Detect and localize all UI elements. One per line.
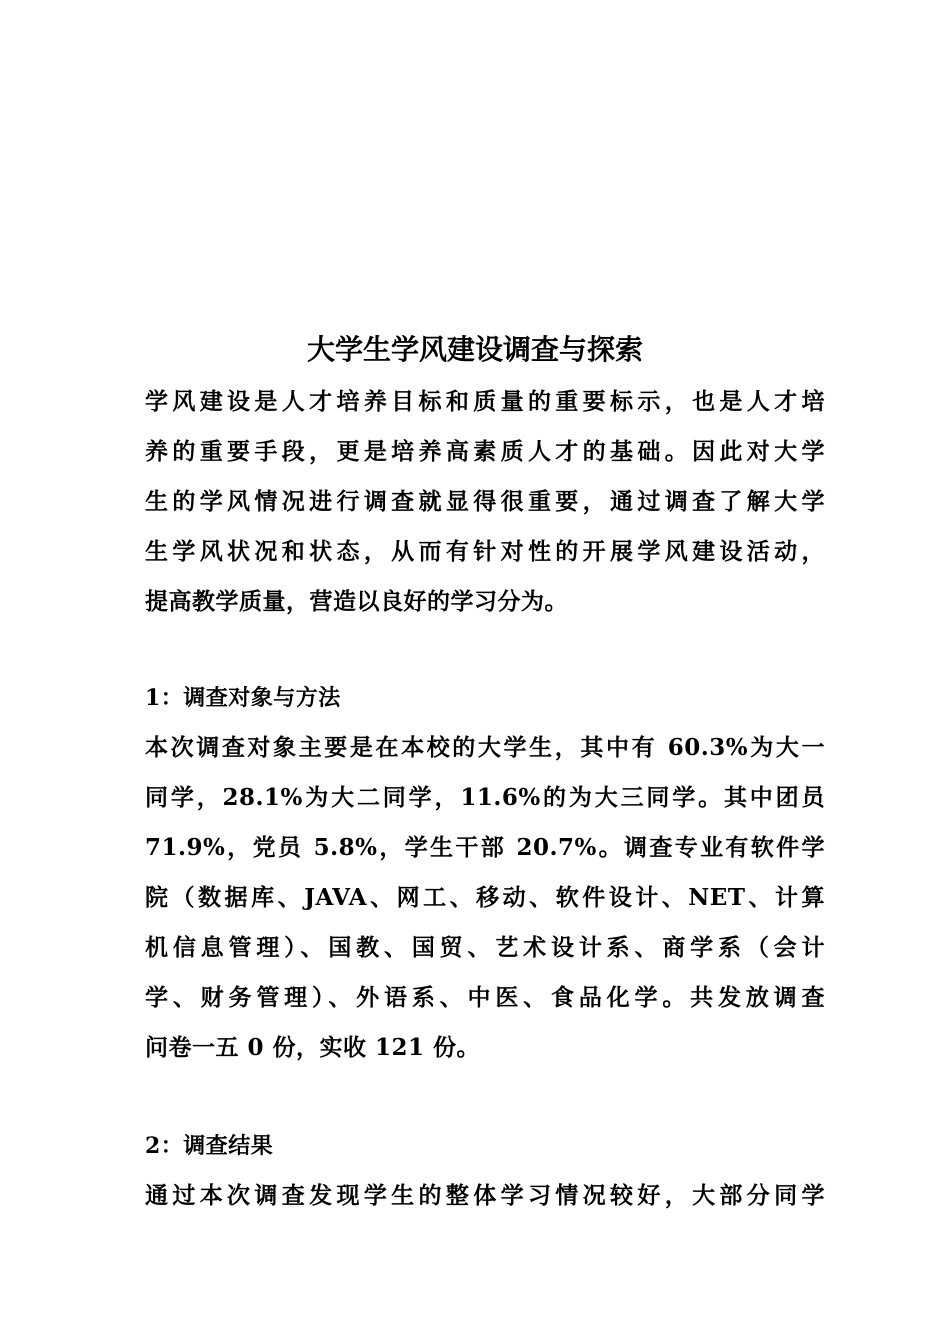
- paragraph-line: 生的学风情况进行调查就显得很重要，通过调查了解大学: [145, 488, 825, 515]
- paragraph-line: 提高教学质量，营造以良好的学习分为。: [145, 588, 568, 615]
- section-1-paragraph: [145, 723, 825, 1073]
- section-heading: 2：调查结果: [145, 1133, 274, 1159]
- document-title: 大学生学风建设调查与探索: [306, 333, 643, 366]
- paragraph-line: 本次调查对象主要是在本校的大学生，其中有 60.3%为大一: [145, 734, 825, 761]
- section-heading: 1：调查对象与方法: [145, 685, 341, 711]
- paragraph-line: 问卷一五 0 份，实收 121 份。: [145, 1034, 481, 1061]
- intro-paragraph: [145, 377, 825, 627]
- paragraph-line: 机信息管理）、国教、国贸、艺术设计系、商学系（会计: [145, 934, 825, 961]
- section-2-heading: [145, 1121, 825, 1171]
- section-2-paragraph: [145, 1171, 825, 1221]
- paragraph-line: 学、财务管理）、外语系、中医、食品化学。共发放调查: [145, 984, 825, 1011]
- paragraph-line: 通过本次调查发现学生的整体学习情况较好，大部分同学: [145, 1182, 825, 1209]
- paragraph-line: 院（数据库、JAVA、网工、移动、软件设计、NET、计算: [145, 884, 825, 911]
- section-1-heading: [145, 673, 825, 723]
- paragraph-line: 同学，28.1%为大二同学，11.6%的为大三同学。其中团员: [145, 784, 825, 811]
- paragraph-line: 71.9%，党员 5.8%，学生干部 20.7%。调查专业有软件学: [145, 834, 825, 861]
- paragraph-line: 养的重要手段，更是培养高素质人才的基础。因此对大学: [145, 438, 825, 465]
- paragraph-line: 学风建设是人才培养目标和质量的重要标示，也是人才培: [145, 388, 825, 415]
- paragraph-line: 生学风状况和状态，从而有针对性的开展学风建设活动，: [145, 538, 825, 565]
